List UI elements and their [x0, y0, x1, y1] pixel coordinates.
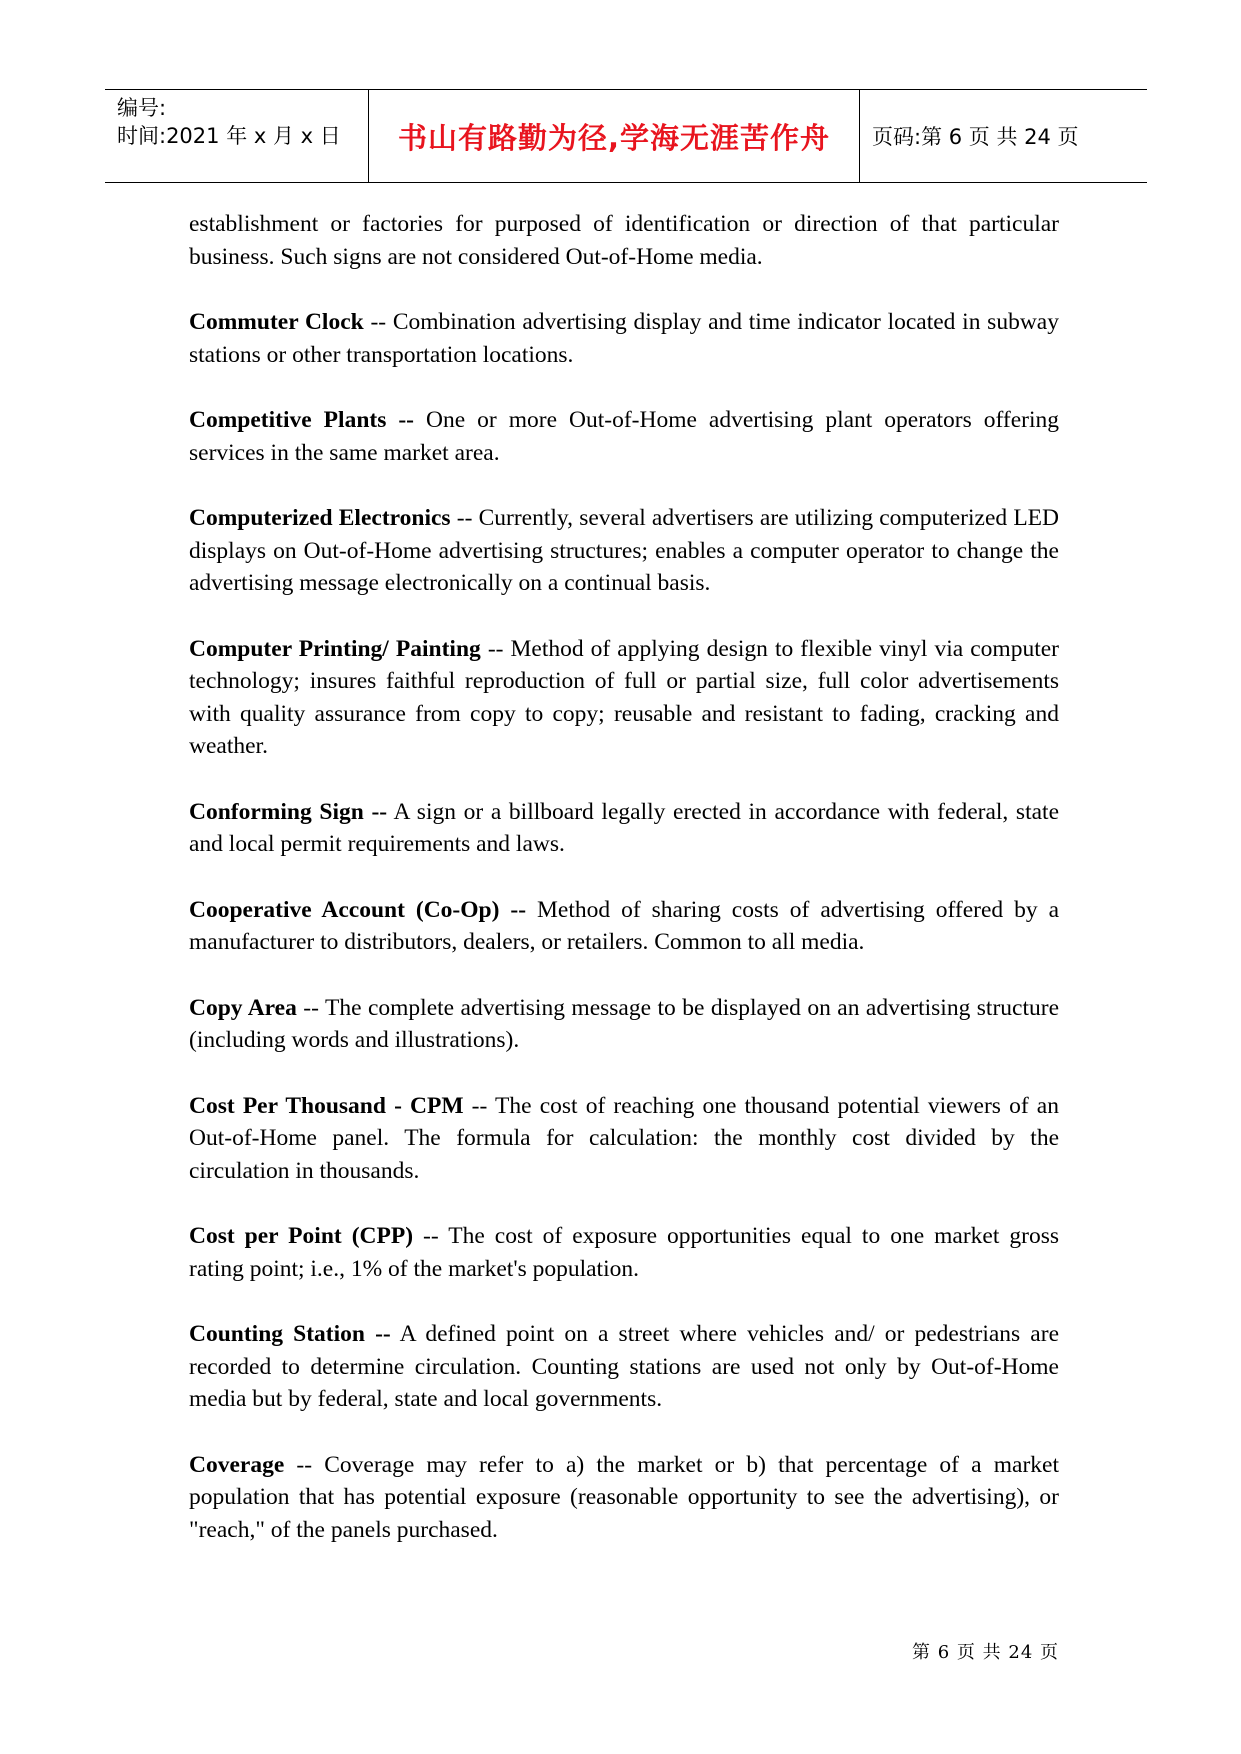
entry-definition: A defined point on a street where vehicles and/ or pedestrians are recorded to determine circulation. Counting stations are used not only by Out-of-Home media but by federal, state and local governments.: [189, 1321, 1059, 1412]
entry-definition: -- The complete advertising message to be displayed on an advertising structure (including words and illustrations).: [189, 994, 1059, 1053]
glossary-entry: [189, 1090, 1059, 1188]
header-meta: [105, 90, 369, 182]
glossary-entry: [189, 796, 1059, 861]
header-motto: 书山有路勤为径,学海无涯苦作舟: [369, 90, 860, 182]
glossary-entry: [189, 992, 1059, 1057]
page-footer: 第 6 页 共 24 页: [912, 1642, 1059, 1663]
glossary-entry: [189, 894, 1059, 959]
entry-term: Conforming Sign --: [189, 798, 388, 825]
entry-definition: -- The cost of exposure opportunities equal to one market gross rating point; i.e., 1% of the market's population.: [189, 1223, 1059, 1282]
entry-term: Cost Per Thousand - CPM: [189, 1092, 464, 1119]
entry-definition: -- The cost of reaching one thousand potential viewers of an Out-of-Home panel. The formula for calculation: the monthly cost divided by the circulation in thousands.: [189, 1092, 1059, 1184]
entry-definition: -- Method of applying design to flexible vinyl via computer technology; insures faithful reproduction of full or partial size, full color advertisements with quality assurance from copy to copy; reusable and resistant to fading, cracking and weather.: [189, 635, 1059, 759]
entry-definition: -- Combination advertising display and time indicator located in subway stations or other transportation locations.: [189, 309, 1059, 368]
entry-definition: -- Coverage may refer to a) the market or b) that percentage of a market population that has potential exposure (reasonable opportunity to see the advertising), or "reach," of the panels purchased.: [189, 1451, 1059, 1543]
glossary-entry: [189, 1318, 1059, 1416]
page-header: [105, 89, 1147, 183]
entry-definition: -- Currently, several advertisers are utilizing computerized LED displays on Out-of-Home advertising structures; enables a computer operator to change the advertising message electronically on a continual basis.: [189, 505, 1059, 596]
glossary-entry: [189, 633, 1059, 763]
glossary-entry: [189, 404, 1059, 469]
glossary-entry: [189, 502, 1059, 600]
entry-term: Computerized Electronics: [189, 505, 451, 531]
intro-paragraph: establishment or factories for purposed of identification or direction of that particular business. Such signs are not considered Out-of-Home media.: [189, 211, 1059, 270]
entry-term: Commuter Clock: [189, 309, 364, 335]
number-label: 编号:: [117, 96, 167, 120]
glossary-entry: [189, 1220, 1059, 1285]
glossary-entry: [189, 306, 1059, 371]
entry-term: Copy Area: [189, 994, 297, 1021]
header-page-info: 页码:第 6 页 共 24 页: [872, 125, 1079, 149]
document-body: [189, 208, 1059, 1579]
entry-term: Computer Printing/ Painting: [189, 635, 481, 662]
entry-term: Competitive Plants --: [189, 407, 415, 433]
time-label: 时间:2021 年 x 月 x 日: [117, 124, 341, 148]
entry-definition: Method of sharing costs of advertising offered by a manufacturer to distributors, dealers, or retailers. Common to all media.: [189, 896, 1060, 955]
entry-term: Coverage: [189, 1451, 285, 1478]
entry-definition: One or more Out-of-Home advertising plant operators offering services in the same market area.: [189, 407, 1060, 466]
entry-term: Counting Station --: [189, 1321, 391, 1347]
entry-definition: A sign or a billboard legally erected in accordance with federal, state and local permit requirements and laws.: [189, 798, 1059, 857]
glossary-entry: [189, 1449, 1059, 1547]
entry-term: Cooperative Account (Co-Op) --: [189, 896, 527, 923]
entry-term: Cost per Point (CPP): [189, 1223, 414, 1249]
